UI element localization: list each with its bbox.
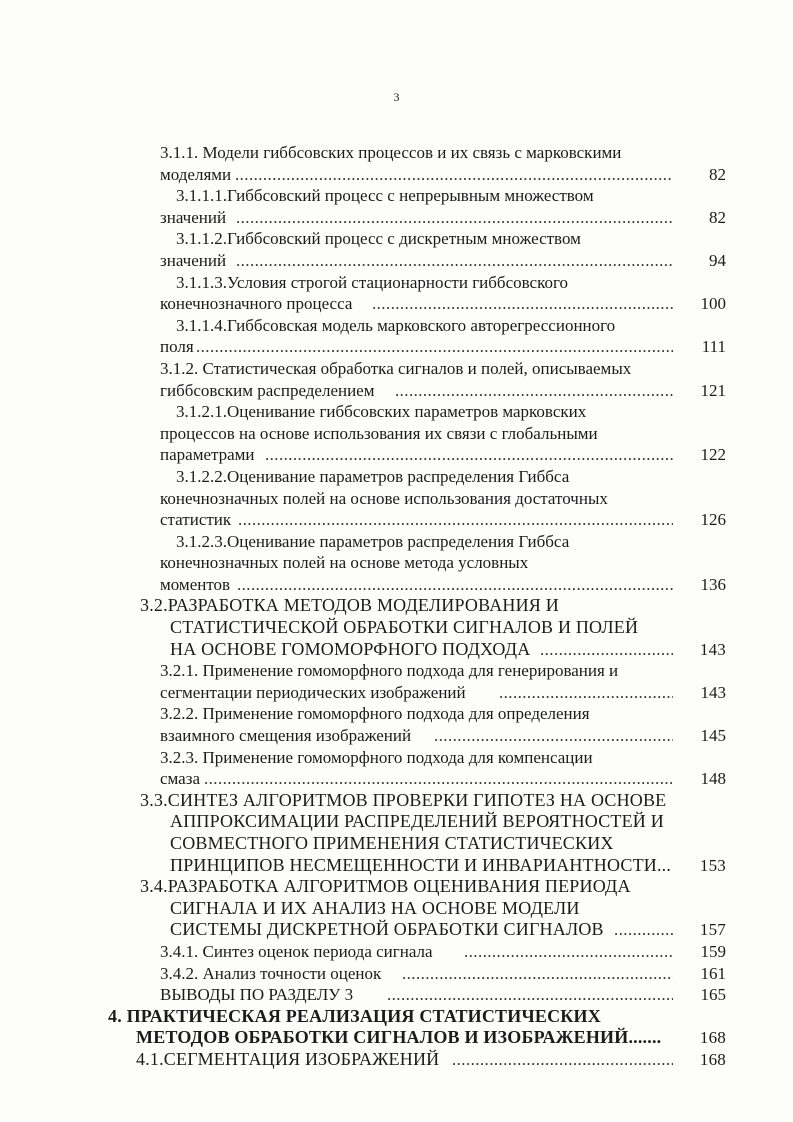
- dot-leader: [540, 639, 673, 661]
- toc-entry-title: значений: [160, 207, 227, 227]
- table-of-contents: [0, 142, 793, 1071]
- toc-page-number: 121: [700, 380, 726, 400]
- toc-entry-title: конечнозначных полей на основе использования достаточных: [160, 488, 608, 508]
- toc-section: [0, 595, 793, 660]
- toc-entry-title: 3.1.2.1.Оценивание гиббсовских параметров марковских: [176, 402, 587, 422]
- toc-page-number: 143: [700, 682, 726, 702]
- toc-page-number: 157: [699, 920, 726, 940]
- toc-chapter-title: 4. ПРАКТИЧЕСКАЯ РЕАЛИЗАЦИЯ СТАТИСТИЧЕСКИХ: [108, 1005, 601, 1026]
- toc-entry-title: 3.1.2. Статистическая обработка сигналов и полей, описываемых: [160, 358, 632, 378]
- toc-section-title: ПРИНЦИПОВ НЕСМЕЩЕННОСТИ И ИНВАРИАНТНОСТИ...: [170, 854, 672, 875]
- toc-entry-title: параметрами: [160, 445, 255, 465]
- toc-entry: [0, 272, 793, 315]
- toc-entry-title: 3.1.2.2.Оценивание параметров распределения Гиббса: [176, 466, 570, 486]
- dot-leader: [265, 444, 673, 466]
- toc-entry: [0, 747, 793, 790]
- dot-leader: [464, 941, 673, 963]
- toc-section-title: 4.1.СЕГМЕНТАЦИЯ ИЗОБРАЖЕНИЙ: [136, 1048, 440, 1069]
- dot-leader: [235, 164, 673, 186]
- toc-section-title: СИГНАЛА И ИХ АНАЛИЗ НА ОСНОВЕ МОДЕЛИ: [170, 897, 580, 918]
- toc-section-title: 3.2.РАЗРАБОТКА МЕТОДОВ МОДЕЛИРОВАНИЯ И: [140, 595, 559, 616]
- toc-page-number: 111: [701, 337, 726, 357]
- toc-page-number: 148: [700, 769, 726, 789]
- toc-section-title: СТАТИСТИЧЕСКОЙ ОБРАБОТКИ СИГНАЛОВ И ПОЛЕЙ: [170, 617, 639, 638]
- toc-page-number: 153: [699, 855, 726, 875]
- toc-page-number: 168: [699, 1028, 726, 1048]
- dot-leader: [387, 984, 673, 1006]
- toc-page-number: 145: [700, 726, 726, 746]
- toc-entry-title: процессов на основе использования их связи с глобальными: [160, 423, 598, 443]
- toc-entry-title: 3.2.1. Применение гомоморфного подхода для генерирования и: [160, 661, 619, 681]
- dot-leader: [452, 1049, 673, 1071]
- toc-page-number: 100: [700, 294, 726, 314]
- toc-entry-title: поля: [160, 337, 194, 357]
- toc-entry-title: 3.1.1.1.Гиббсовский процесс с непрерывным множеством: [176, 186, 594, 206]
- dot-leader: [196, 336, 673, 358]
- toc-entry-title: гиббсовским распределением: [160, 380, 375, 400]
- toc-entry: [0, 358, 793, 401]
- toc-entry-title: моделями: [160, 164, 232, 184]
- toc-section-title: СОВМЕСТНОГО ПРИМЕНЕНИЯ СТАТИСТИЧЕСКИХ: [170, 833, 614, 853]
- toc-entry-title: 3.2.2. Применение гомоморфного подхода для определения: [160, 704, 590, 724]
- toc-page-number: 168: [699, 1049, 726, 1069]
- toc-chapter-title: МЕТОДОВ ОБРАБОТКИ СИГНАЛОВ И ИЗОБРАЖЕНИЙ.......: [136, 1027, 662, 1048]
- toc-entry: [0, 228, 793, 271]
- toc-entry-title: 3.1.1.4.Гиббсовская модель марковского авторегрессионного: [176, 315, 616, 335]
- toc-entry-title: 3.4.2. Анализ точности оценок: [160, 963, 382, 983]
- toc-entry-title: 3.4.1. Синтез оценок периода сигнала: [160, 941, 433, 961]
- toc-section: [0, 790, 793, 876]
- toc-entry: [0, 401, 793, 466]
- dot-leader: [372, 293, 673, 315]
- toc-page-number: 82: [709, 207, 726, 227]
- dot-leader: [238, 509, 673, 531]
- toc-section-title: НА ОСНОВЕ ГОМОМОРФНОГО ПОДХОДА: [170, 638, 531, 659]
- toc-entry-title: конечнозначных полей на основе метода условных: [160, 553, 529, 573]
- toc-entry: [0, 185, 793, 228]
- dot-leader: [236, 207, 673, 229]
- page-number: 3: [393, 90, 400, 104]
- toc-page-number: 122: [700, 445, 726, 465]
- toc-entry-title: сегментации периодических изображений: [160, 682, 466, 702]
- dot-leader: [614, 919, 673, 941]
- toc-page-number: 126: [700, 510, 726, 530]
- toc-page-number: 136: [700, 574, 726, 594]
- dot-leader: [236, 250, 673, 272]
- toc-section: [0, 1049, 793, 1071]
- toc-section: [0, 876, 793, 941]
- toc-entry-title: взаимного смещения изображений: [160, 726, 412, 746]
- dot-leader: [237, 574, 673, 596]
- toc-entry-title: статистик: [160, 510, 232, 530]
- toc-page-number: 82: [709, 164, 726, 184]
- toc-entry: [0, 660, 793, 703]
- toc-entry-title: моментов: [160, 574, 231, 594]
- toc-page-number: 161: [700, 963, 726, 983]
- toc-entry-title: смаза: [160, 769, 200, 789]
- toc-page-number: 159: [700, 941, 726, 961]
- dot-leader: [434, 725, 673, 747]
- toc-section-title: 3.3.СИНТЕЗ АЛГОРИТМОВ ПРОВЕРКИ ГИПОТЕЗ НА ОСНОВЕ: [140, 789, 667, 810]
- toc-entry: [0, 984, 793, 1006]
- toc-section-title: АППРОКСИМАЦИИ РАСПРЕДЕЛЕНИЙ ВЕРОЯТНОСТЕЙ И: [170, 811, 664, 832]
- toc-section-title: 3.4.РАЗРАБОТКА АЛГОРИТМОВ ОЦЕНИВАНИЯ ПЕРИОДА: [140, 876, 631, 897]
- toc-entry-title: 3.2.3. Применение гомоморфного подхода для компенсации: [160, 747, 593, 767]
- toc-entry-title: 3.1.1.3.Условия строгой стационарности гиббсовского: [176, 272, 569, 292]
- toc-entry-title: 3.1.1. Модели гиббсовских процессов и их связь с марковскими: [160, 143, 622, 162]
- toc-entry: [0, 941, 793, 963]
- dot-leader: [499, 682, 673, 704]
- toc-entry-title: 3.1.1.2.Гиббсовский процесс с дискретным множеством: [176, 229, 581, 249]
- dot-leader: [395, 380, 673, 402]
- toc-entry: [0, 531, 793, 596]
- toc-entry: [0, 963, 793, 985]
- toc-entry: [0, 315, 793, 358]
- toc-chapter: [0, 1006, 793, 1049]
- toc-entry-title: значений: [160, 250, 227, 270]
- toc-entry-title: 3.1.2.3.Оценивание параметров распределения Гиббса: [176, 531, 570, 551]
- dot-leader: [204, 768, 673, 790]
- toc-page-number: 143: [699, 639, 726, 659]
- toc-entry: [0, 703, 793, 746]
- toc-entry: [0, 142, 793, 185]
- toc-page-number: 165: [700, 985, 726, 1005]
- toc-entry-title: конечнозначного процесса: [160, 294, 353, 314]
- toc-entry-title: ВЫВОДЫ ПО РАЗДЕЛУ 3: [160, 985, 354, 1005]
- toc-entry: [0, 466, 793, 531]
- dot-leader: [402, 963, 673, 985]
- toc-section-title: СИСТЕМЫ ДИСКРЕТНОЙ ОБРАБОТКИ СИГНАЛОВ: [170, 919, 604, 940]
- toc-page-number: 94: [709, 250, 726, 270]
